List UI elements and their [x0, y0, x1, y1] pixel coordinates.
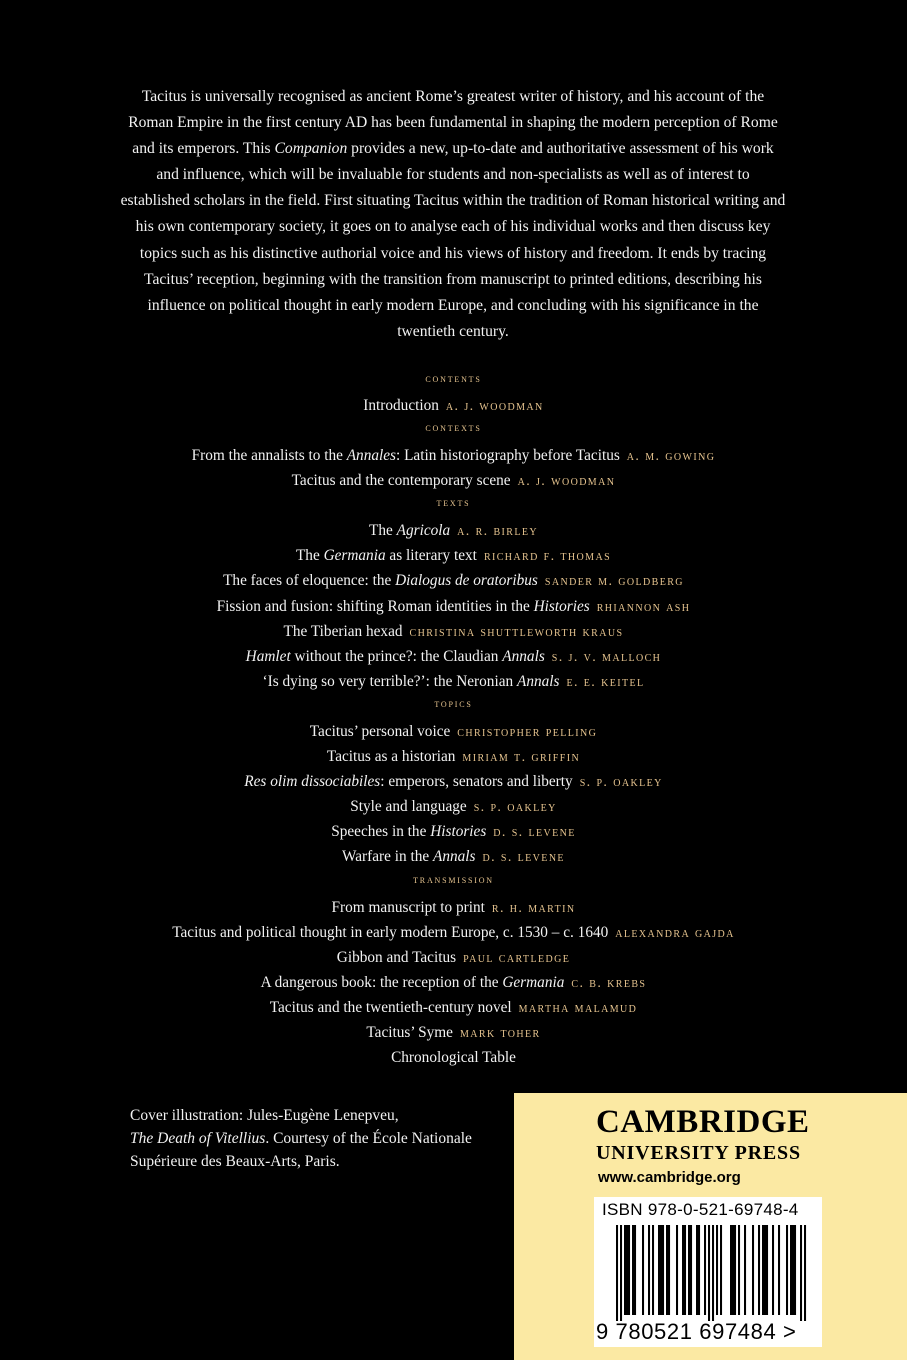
entry-author: a. j. woodman — [517, 474, 616, 490]
entry-title-italic: Annales — [346, 447, 396, 465]
entry-title: From the annalists to the — [191, 447, 347, 465]
barcode-bar — [794, 1225, 796, 1315]
entry-author: d. s. levene — [482, 850, 565, 866]
barcode-bar — [620, 1225, 622, 1321]
section-heading-texts: texts — [436, 497, 471, 510]
entry-title: Warfare in the — [342, 848, 433, 866]
entry-title: : Latin historiography before Tacitus — [396, 447, 620, 465]
barcode-bar — [624, 1225, 626, 1315]
entry-title: Fission and fusion: shifting Roman identities in the — [216, 597, 534, 615]
entry-title-italic: Annals — [432, 848, 476, 866]
blurb-text-2: provides a new, up-to-date and authoritative assessment of his work and influence, which will be invaluable for students and non-specialists as well as of interest to established scholars in the field. First situating Tacitus within the tradition of Roman historical writing and his own contemporary society, it goes on to analyse each of his individual works and then discuss key topics such as his distinctive authorial voice and his views of history and freedom. It ends by tracing Tacitus’ reception, beginning with the transition from manuscript to printed editions, describing his influence on political thought in early modern Europe, and concluding with his significance in the twentieth century. — [120, 140, 786, 340]
barcode-bar — [632, 1225, 634, 1315]
barcode-bar — [634, 1225, 636, 1315]
entry-title: Chronological Table — [391, 1049, 516, 1067]
contents-entry — [0, 619, 907, 644]
barcode-bar — [652, 1225, 654, 1315]
entry-author: rhiannon ash — [596, 599, 691, 615]
cover-credit — [130, 1104, 490, 1173]
entry-title-italic: Annals — [516, 672, 560, 690]
contents-entry — [0, 568, 907, 593]
barcode-bar — [752, 1225, 754, 1315]
contents-entry — [0, 744, 907, 769]
contents-entry — [0, 844, 907, 869]
barcode-bar — [648, 1225, 650, 1315]
entry-author: a. j. woodman — [445, 399, 544, 414]
publisher-name: CAMBRIDGE — [596, 1104, 810, 1140]
entry-title: as literary text — [385, 547, 477, 565]
barcode-bar — [668, 1225, 670, 1315]
entry-author: a. r. birley — [457, 524, 538, 540]
section-texts — [0, 518, 907, 694]
entry-title-italic: Dialogus de oratoribus — [395, 572, 538, 590]
barcode-box — [594, 1197, 822, 1347]
entry-title: Gibbon and Tacitus — [336, 948, 457, 966]
entry-title: : emperors, senators and liberty — [380, 773, 573, 791]
contents-entry — [0, 468, 907, 493]
section-heading-transmission: transmission — [413, 873, 494, 886]
entry-title-italic: Germania — [502, 973, 565, 991]
entry-title: ‘Is dying so very terrible?’: the Neronian — [262, 672, 517, 690]
barcode-bar — [698, 1225, 700, 1315]
blurb-text-1: Tacitus is universally recognised as ancient Rome’s greatest writer of history, and his account of the Roman Empire in the first century AD has been fundamental in shaping the modern perception of Rome and its emperors. This — [128, 88, 778, 158]
entry-author: mark toher — [459, 1025, 541, 1041]
contents-entry — [0, 644, 907, 669]
publisher-url[interactable]: www.cambridge.org — [598, 1169, 741, 1186]
entry-title: Tacitus and the twentieth-century novel — [269, 998, 512, 1016]
entry-author: paul cartledge — [463, 950, 571, 966]
contents-entry — [0, 594, 907, 619]
entry-title-italic: Res olim dissociabiles — [244, 773, 381, 791]
barcode-bar — [744, 1225, 746, 1315]
barcode-bar — [642, 1225, 644, 1315]
entry-author: d. s. levene — [493, 825, 576, 841]
isbn-label: ISBN 978-0-521-69748-4 — [602, 1200, 799, 1219]
entry-title: Tacitus and the contemporary scene — [291, 472, 511, 490]
entry-author: miriam t. griffin — [462, 750, 581, 766]
contents-list — [0, 371, 907, 1070]
contents-entry — [0, 1020, 907, 1045]
section-heading-topics: topics — [434, 697, 473, 710]
barcode-bar — [738, 1225, 740, 1315]
contents-entry — [0, 769, 907, 794]
barcode-bar — [616, 1225, 618, 1321]
contents-entry — [0, 794, 907, 819]
entry-author: s. p. oakley — [579, 775, 663, 791]
entry-title: Tacitus’ personal voice — [309, 722, 451, 740]
publisher-panel — [514, 1093, 907, 1360]
barcode-bar — [758, 1225, 760, 1315]
section-contexts — [0, 443, 907, 493]
barcode-bar — [690, 1225, 692, 1315]
entry-title: Style and language — [350, 798, 467, 816]
barcode-bar — [696, 1225, 698, 1315]
barcode-bar — [772, 1225, 774, 1315]
entry-title: Tacitus as a historian — [326, 748, 456, 766]
barcode-bar — [704, 1225, 706, 1315]
entry-title-italic: Hamlet — [245, 647, 291, 665]
entry-author: richard f. thomas — [483, 549, 612, 565]
barcode-bar — [786, 1225, 788, 1315]
barcode-bar — [626, 1225, 628, 1315]
barcode-bar — [804, 1225, 806, 1321]
barcode-bar — [800, 1225, 802, 1321]
barcode-bar — [792, 1225, 794, 1315]
barcode-bar — [676, 1225, 678, 1315]
barcode-bar — [734, 1225, 736, 1315]
barcode-bar — [628, 1225, 630, 1315]
entry-author: e. e. keitel — [566, 674, 645, 690]
entry-author: c. b. krebs — [571, 975, 647, 991]
contents-heading: contents — [425, 373, 482, 385]
barcode-bar — [682, 1225, 684, 1315]
barcode-bar — [658, 1225, 660, 1315]
barcode-bar — [688, 1225, 690, 1315]
entry-title: The Tiberian hexad — [283, 622, 403, 640]
entry-author: s. j. v. malloch — [551, 649, 662, 665]
barcode-bar — [730, 1225, 732, 1315]
contents-entry — [0, 443, 907, 468]
cover-painting-title: The Death of Vitellius — [130, 1130, 266, 1147]
contents-entry — [0, 995, 907, 1020]
contents-entry — [0, 819, 907, 844]
entry-author: christina shuttleworth kraus — [409, 624, 624, 640]
cover-credit-line2: . Courtesy of the École Nationale Supérieure des Beaux-Arts, Paris. — [130, 1130, 472, 1170]
contents-entry — [0, 719, 907, 744]
entry-author: r. h. martin — [491, 900, 576, 916]
entry-title-italic: Agricola — [396, 522, 451, 540]
barcode-bar — [778, 1225, 780, 1315]
entry-author: alexandra gajda — [615, 925, 735, 941]
barcode-bar — [764, 1225, 766, 1315]
entry-title: The — [369, 522, 397, 540]
barcode-bar — [732, 1225, 734, 1315]
barcode-bar — [684, 1225, 686, 1315]
barcode-bar — [708, 1225, 710, 1321]
barcode-bar — [766, 1225, 768, 1315]
entry-author: s. p. oakley — [473, 800, 557, 816]
barcode-bar — [716, 1225, 718, 1315]
contents-entry — [0, 945, 907, 970]
entry-author: sander m. goldberg — [544, 574, 684, 590]
entry-title: Introduction — [363, 397, 439, 414]
barcode-bar — [666, 1225, 668, 1315]
contents-entry — [0, 895, 907, 920]
blurb — [120, 84, 786, 345]
entry-title-italic: Histories — [533, 597, 590, 615]
entry-title-italic: Germania — [323, 547, 386, 565]
section-transmission — [0, 895, 907, 1071]
publisher-press: UNIVERSITY PRESS — [596, 1142, 801, 1164]
contents-entry — [0, 518, 907, 543]
contents-entry — [0, 543, 907, 568]
entry-title: A dangerous book: the reception of the — [260, 973, 503, 991]
barcode-bar — [712, 1225, 714, 1321]
entry-author: a. m. gowing — [626, 449, 716, 465]
entry-title: Speeches in the — [331, 823, 431, 841]
barcode — [604, 1225, 810, 1321]
entry-title: Tacitus’ Syme — [366, 1023, 453, 1041]
blurb-companion: Companion — [274, 140, 348, 158]
section-heading-contexts: contexts — [425, 422, 482, 435]
entry-title: without the prince?: the Claudian — [290, 647, 503, 665]
barcode-bar — [660, 1225, 662, 1315]
barcode-bar — [662, 1225, 664, 1315]
cover-credit-line1: Cover illustration: Jules-Eugène Lenepveu, — [130, 1107, 399, 1124]
contents-entry — [0, 920, 907, 945]
barcode-digits: 9 780521 697484 > — [596, 1319, 797, 1344]
barcode-bar — [790, 1225, 792, 1315]
entry-title-italic: Histories — [430, 823, 487, 841]
entry-title: The faces of eloquence: the — [223, 572, 396, 590]
entry-title: The — [295, 547, 324, 565]
barcode-bar — [762, 1225, 764, 1315]
contents-entry — [0, 1045, 907, 1070]
entry-title: Tacitus and political thought in early modern Europe, c. 1530 – c. 1640 — [172, 923, 609, 941]
entry-author: christopher pelling — [457, 724, 598, 740]
contents-entry — [0, 393, 907, 418]
barcode-bar — [720, 1225, 722, 1315]
contents-entry — [0, 669, 907, 694]
contents-entry — [0, 970, 907, 995]
entry-title: From manuscript to print — [331, 898, 485, 916]
entry-title-italic: Annals — [502, 647, 545, 665]
entry-author: martha malamud — [518, 1000, 638, 1016]
section-topics — [0, 719, 907, 870]
